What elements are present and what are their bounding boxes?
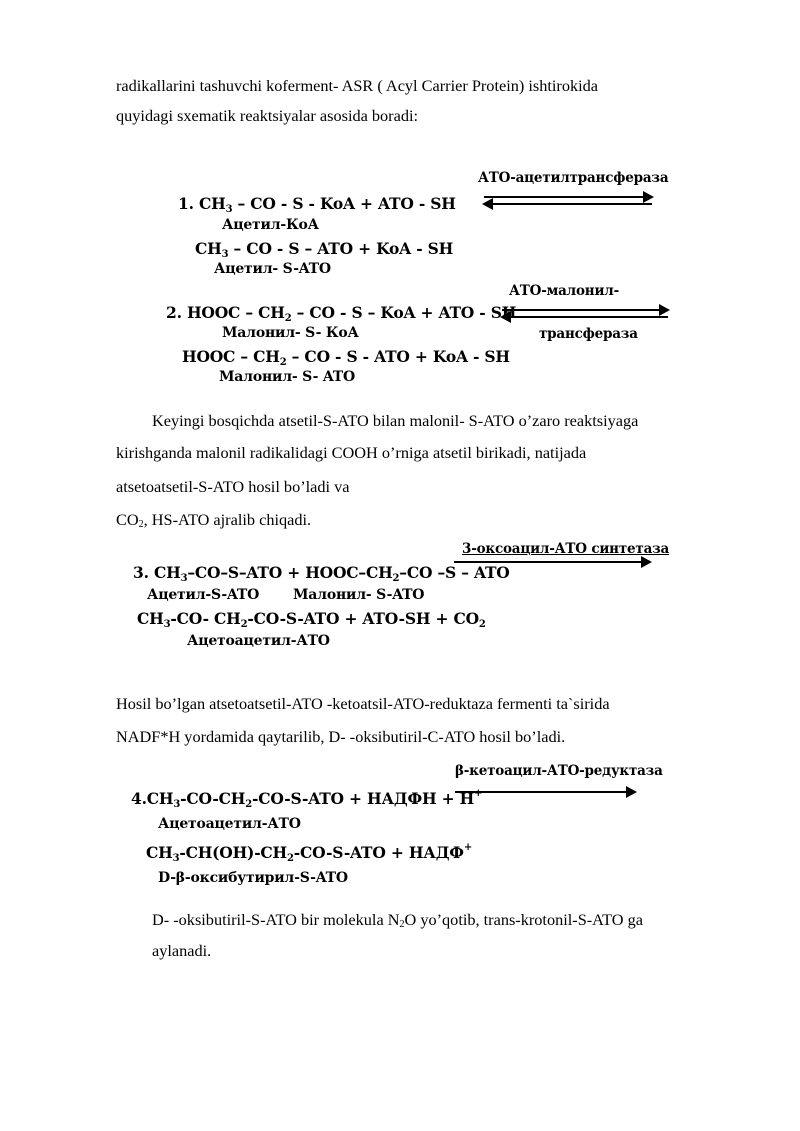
paragraph-line: aylanadi.	[152, 941, 212, 960]
reaction-equation: CH3-CH(OH)-CH2-CO-S-ATO + НАДФ+	[146, 842, 472, 864]
compound-label: Малонил- S-ATO	[293, 587, 425, 603]
paragraph-line: quyidagi sxematik reaktsiyalar asosida boradi:	[116, 106, 419, 125]
reverse-arrow	[502, 316, 668, 318]
compound-label: D-β-оксибутирил-S-ATO	[158, 870, 348, 886]
reaction-equation: HOOC – CH2 – CO - S - ATO + KoA - SH	[182, 347, 510, 368]
compound-label: Ацетил-КоА	[222, 217, 319, 233]
reaction-equation: 1. CH3 – CO - S - KoA + ATO - SH	[178, 194, 456, 215]
enzyme-label: трансфераза	[539, 326, 638, 342]
enzyme-label: АТО-малонил-	[509, 283, 620, 299]
paragraph-line: NADF*H yordamida qaytarilib, D- -oksibutiril-C-ATO hosil bo’ladi.	[116, 727, 566, 746]
compound-label: Малонил- S- ATO	[219, 369, 355, 385]
paragraph-line: D- -oksibutiril-S-ATO bir molekula $N_2O$ yo’qotib, trans-krotonil-S-ATO ga	[152, 910, 643, 930]
paragraph-line: Hosil bo’lgan atsetoatsetil-ATO -ketoatsil-ATO-reduktaza fermenti ta`sirida	[116, 694, 610, 713]
reaction-equation: 2. HOOC – CH2 – CO - S – KoA + ATO - SH	[166, 303, 517, 324]
enzyme-label: 3-оксоацил-АТО синтетаза	[462, 541, 670, 557]
reaction-equation: CH3 – CO - S – ATO + KoA - SH	[195, 239, 454, 260]
reverse-arrow	[484, 203, 652, 205]
compound-label: Ацетоацетил-АТО	[158, 816, 301, 832]
paragraph-line: Keyingi bosqichda atsetil-S-ATO bilan malonil- S-ATO o’zaro reaktsiyaga	[152, 411, 639, 430]
compound-label: Ацетоацетил-АТО	[187, 633, 330, 649]
reaction-equation: 3. CH3–CO–S–ATO + HOOC–CH2–CO –S – ATO	[133, 563, 510, 584]
compound-label: Ацетил- S-ATO	[214, 261, 331, 277]
paragraph-line: kirishganda malonil radikalidagi COOH o’rniga atsetil birikadi, natijada	[116, 443, 587, 462]
paragraph-line: $CO_2$, HS-ATO ajralib chiqadi.	[116, 510, 312, 530]
forward-arrow	[502, 309, 668, 311]
paragraph-line: atsetoatsetil-S-ATO hosil bo’ladi va	[116, 477, 350, 496]
paragraph-line: radikallarini tashuvchi koferment- ASR ( Acyl Carrier Protein) ishtirokida	[116, 76, 598, 95]
compound-label: Ацетил-S-ATO	[147, 587, 260, 603]
enzyme-label: АТО-ацетилтрансфераза	[478, 170, 669, 186]
reaction-equation: 4.CH3-CO-CH2-CO-S-ATO + НАДФН + H+	[131, 788, 483, 810]
forward-arrow	[484, 196, 652, 198]
enzyme-label: β-кетоацил-АТО-редуктаза	[455, 763, 663, 779]
reaction-equation: CH3-CO- CH2-CO-S-ATO + ATO-SH + CO2	[137, 609, 486, 630]
compound-label: Малонил- S- КоА	[222, 325, 359, 341]
